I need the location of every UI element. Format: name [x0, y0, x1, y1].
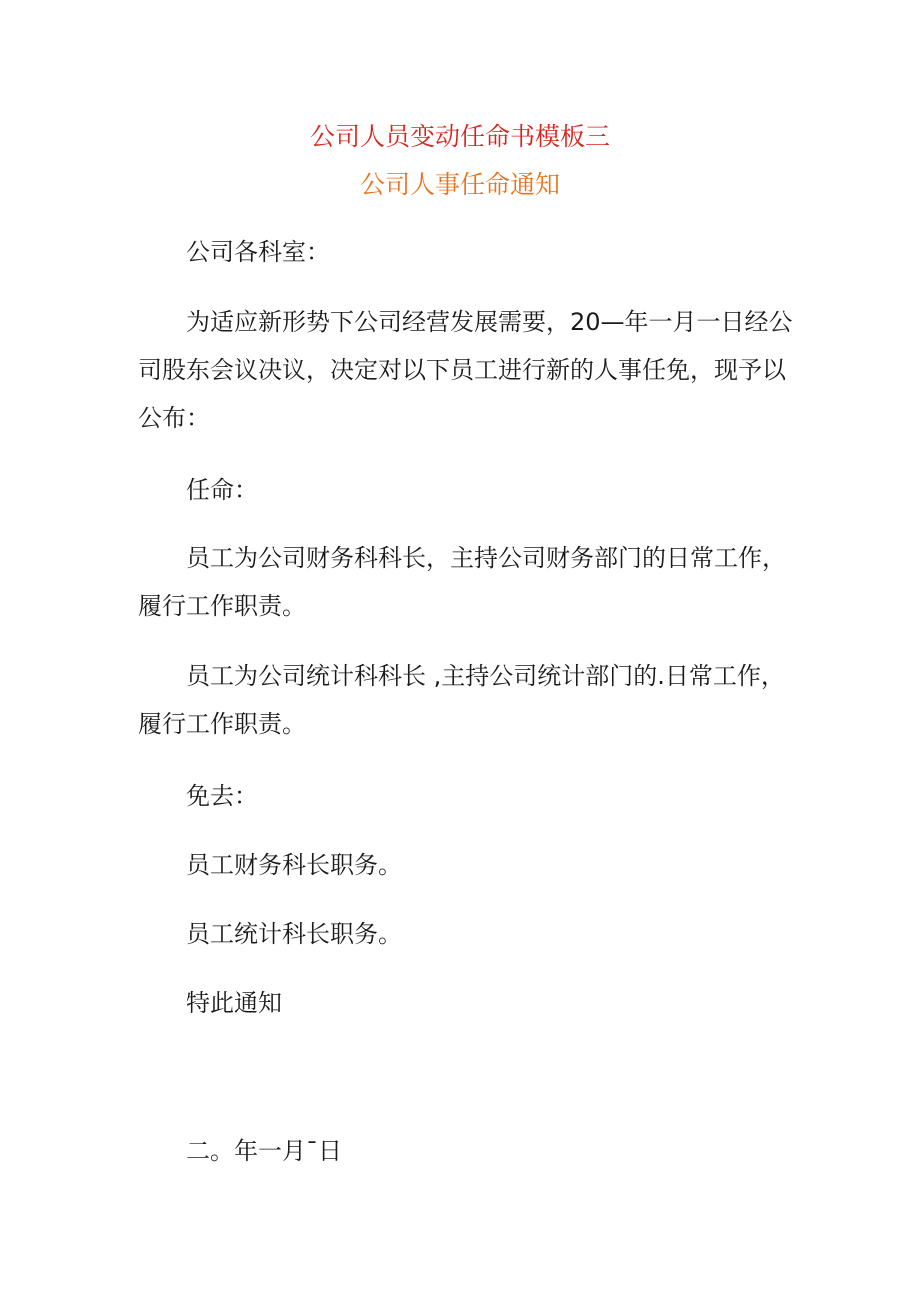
intro-paragraph: 为适应新形势下公司经营发展需要，20—年一月一日经公司股东会议决议，决定对以下员工进行新的人事任免，现予以公布： — [138, 308, 793, 432]
appoint-item-2: 员工为公司统计科科长 ,主持公司统计部门的.日常工作，履行工作职责。 — [138, 662, 785, 738]
document-date: 二。年一月¯日 — [186, 1137, 342, 1165]
appoint-item-1: 员工为公司财务科科长，主持公司财务部门的日常工作，履行工作职责。 — [138, 544, 786, 620]
dismiss-item-1: 员工财务科长职务。 — [186, 851, 402, 879]
dismiss-item-2: 员工统计科长职务。 — [186, 920, 402, 948]
document-title: 公司人员变动任命书模板三 — [309, 122, 610, 151]
salutation: 公司各科室： — [186, 238, 330, 266]
document-subtitle: 公司人事任命通知 — [359, 170, 560, 199]
closing-text: 特此通知 — [186, 989, 282, 1017]
dismiss-heading: 免去： — [186, 782, 258, 810]
appoint-heading: 任命： — [186, 476, 258, 504]
